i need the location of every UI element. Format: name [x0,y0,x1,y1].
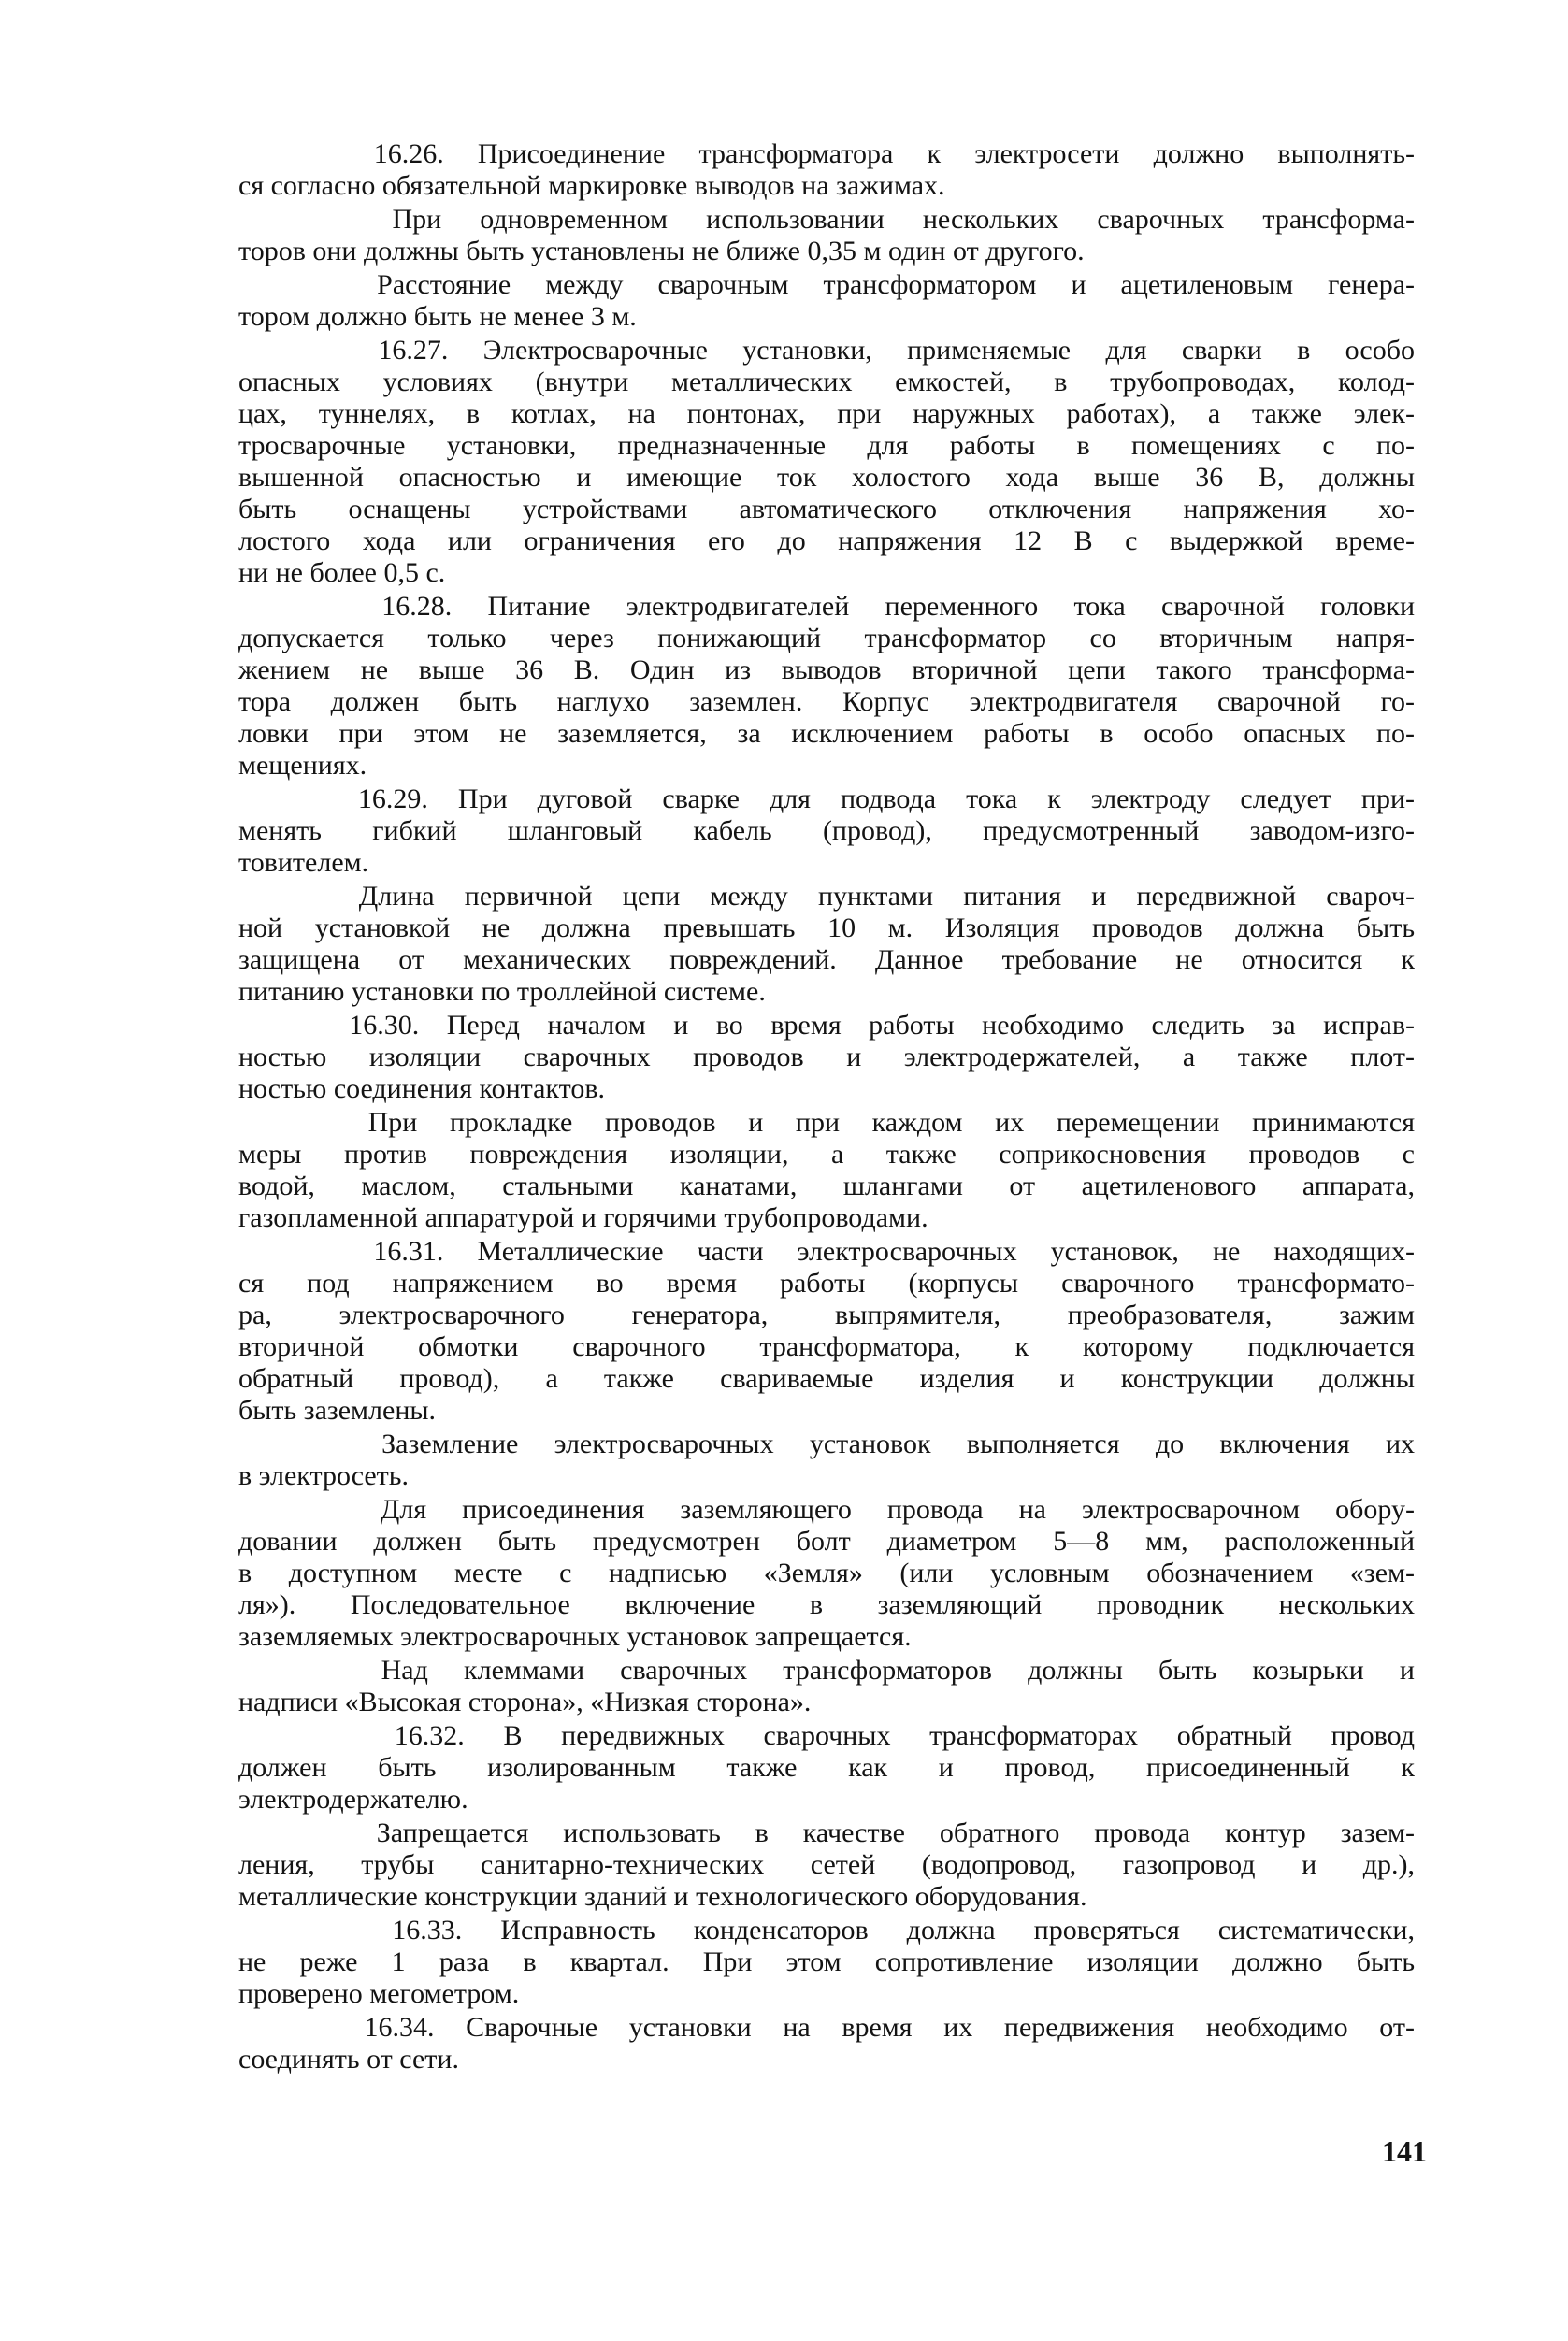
text-line: металлические конструкции зданий и технологического оборудования. [238,1881,1087,1912]
paragraph [238,204,1415,267]
text-line: ра, электросварочного генератора, выпрямителя, преобразователя, зажим [238,1300,1415,1330]
text-line: Запрещается использовать в качестве обратного провода контур зазем- [238,1817,1415,1848]
text-line: ной установкой не должна превышать 10 м. Изоляция проводов должна быть [238,912,1415,943]
text-line: быть оснащены устройствами автоматического отключения напряжения хо- [238,494,1415,524]
text-line: тором должно быть не менее 3 м. [238,301,637,332]
text-line: При одновременном использовании нескольких сварочных трансформа- [238,204,1415,235]
text-line: тросварочные установки, предназначенные для работы в помещениях с по- [238,430,1415,461]
paragraph [238,2012,1415,2075]
text-line: При прокладке проводов и при каждом их перемещении принимаются [238,1107,1415,1138]
text-line: 16.33. Исправность конденсаторов должна проверяться систематически, [238,1915,1415,1946]
text-line: товителем. [238,847,369,878]
text-line: водой, маслом, стальными канатами, шлангами от ацетиленового аппарата, [238,1170,1415,1201]
text-line: вышенной опасностью и имеющие ток холостого хода выше 36 В, должны [238,462,1415,493]
paragraph [238,269,1415,333]
text-line: быть заземлены. [238,1395,437,1426]
text-line: 16.29. При дуговой сварке для подвода тока к электроду следует при- [238,783,1415,814]
text-line: жением не выше 36 В. Один из выводов вторичной цепи такого трансформа- [238,654,1415,685]
text-line: Длина первичной цепи между пунктами питания и передвижной свароч- [238,881,1415,912]
paragraph [238,1429,1415,1492]
text-line: торов они должны быть установлены не ближе 0,35 м один от другого. [238,236,1085,266]
text-line: ля»). Последовательное включение в заземляющий проводник нескольких [238,1589,1415,1620]
paragraph [238,1720,1415,1816]
text-line: опасных условиях (внутри металлических емкостей, в трубопроводах, колод- [238,366,1415,397]
text-line: надписи «Высокая сторона», «Низкая сторона». [238,1687,812,1717]
paragraph [238,1236,1415,1427]
text-line: в электросеть. [238,1460,409,1491]
text-line: питанию установки по троллейной системе. [238,976,766,1007]
text-line: газопламенной аппаратурой и горячими трубопроводами. [238,1202,928,1233]
text-line: проверено мегометром. [238,1978,520,2009]
text-line: 16.32. В передвижных сварочных трансформаторах обратный провод [238,1720,1415,1751]
paragraph [238,1915,1415,2010]
paragraph [238,1494,1415,1653]
document-body [238,138,1415,2077]
text-line: 16.34. Сварочные установки на время их передвижения необходимо от- [238,2012,1415,2043]
paragraph [238,1817,1415,1913]
text-line: заземляемых электросварочных установок запрещается. [238,1621,912,1652]
text-line: 16.31. Металлические части электросварочных установок, не находящих- [238,1236,1415,1267]
text-line: 16.26. Присоединение трансформатора к электросети должно выполнять- [238,138,1415,169]
text-line: ловки при этом не заземляется, за исключением работы в особо опасных по- [238,718,1415,749]
text-line: менять гибкий шланговый кабель (провод), предусмотренный заводом-изго- [238,815,1415,846]
paragraph [238,1107,1415,1234]
text-line: 16.30. Перед началом и во время работы необходимо следить за исправ- [238,1010,1415,1041]
text-line: ностью изоляции сварочных проводов и электродержателей, а также плот- [238,1041,1415,1072]
text-line: Заземление электросварочных установок выполняется до включения их [238,1429,1415,1459]
text-line: соединять от сети. [238,2044,459,2075]
text-line: ления, трубы санитарно-технических сетей (водопровод, газопровод и др.), [238,1849,1415,1880]
paragraph [238,881,1415,1008]
text-line: меры против повреждения изоляции, а также соприкосновения проводов с [238,1139,1415,1170]
text-line: 16.28. Питание электродвигателей переменного тока сварочной головки [238,591,1415,622]
text-line: обратный провод), а также свариваемые изделия и конструкции должны [238,1363,1415,1394]
paragraph [238,138,1415,202]
text-line: мещениях. [238,750,367,781]
text-line: электродержателю. [238,1784,468,1815]
paragraph [238,591,1415,782]
text-line: Расстояние между сварочным трансформатором и ацетиленовым генера- [238,269,1415,300]
text-line: в доступном месте с надписью «Земля» (или условным обозначением «зем- [238,1558,1415,1588]
paragraph [238,1655,1415,1718]
text-line: довании должен быть предусмотрен болт диаметром 5—8 мм, расположенный [238,1526,1415,1557]
paragraph [238,335,1415,589]
text-line: 16.27. Электросварочные установки, применяемые для сварки в особо [238,335,1415,366]
text-line: вторичной обмотки сварочного трансформатора, к которому подключается [238,1331,1415,1362]
text-line: должен быть изолированным также как и провод, присоединенный к [238,1752,1415,1783]
text-line: ностью соединения контактов. [238,1073,605,1104]
text-line: допускается только через понижающий трансформатор со вторичным напря- [238,623,1415,653]
text-line: защищена от механических повреждений. Данное требование не относится к [238,944,1415,975]
paragraph [238,1010,1415,1105]
text-line: не реже 1 раза в квартал. При этом сопротивление изоляции должно быть [238,1946,1415,1977]
text-line: ся согласно обязательной маркировке выводов на зажимах. [238,170,945,201]
text-line: ся под напряжением во время работы (корпусы сварочного трансформато- [238,1268,1415,1299]
text-line: Над клеммами сварочных трансформаторов должны быть козырьки и [238,1655,1415,1686]
text-line: ни не более 0,5 с. [238,557,446,588]
text-line: Для присоединения заземляющего провода на электросварочном обору- [238,1494,1415,1525]
paragraph [238,783,1415,879]
page-number: 141 [1382,2134,1427,2168]
text-line: тора должен быть наглухо заземлен. Корпус электродвигателя сварочной го- [238,686,1415,717]
text-line: лостого хода или ограничения его до напряжения 12 В с выдержкой време- [238,525,1415,556]
text-line: цах, туннелях, в котлах, на понтонах, при наружных работах), а также элек- [238,398,1415,429]
